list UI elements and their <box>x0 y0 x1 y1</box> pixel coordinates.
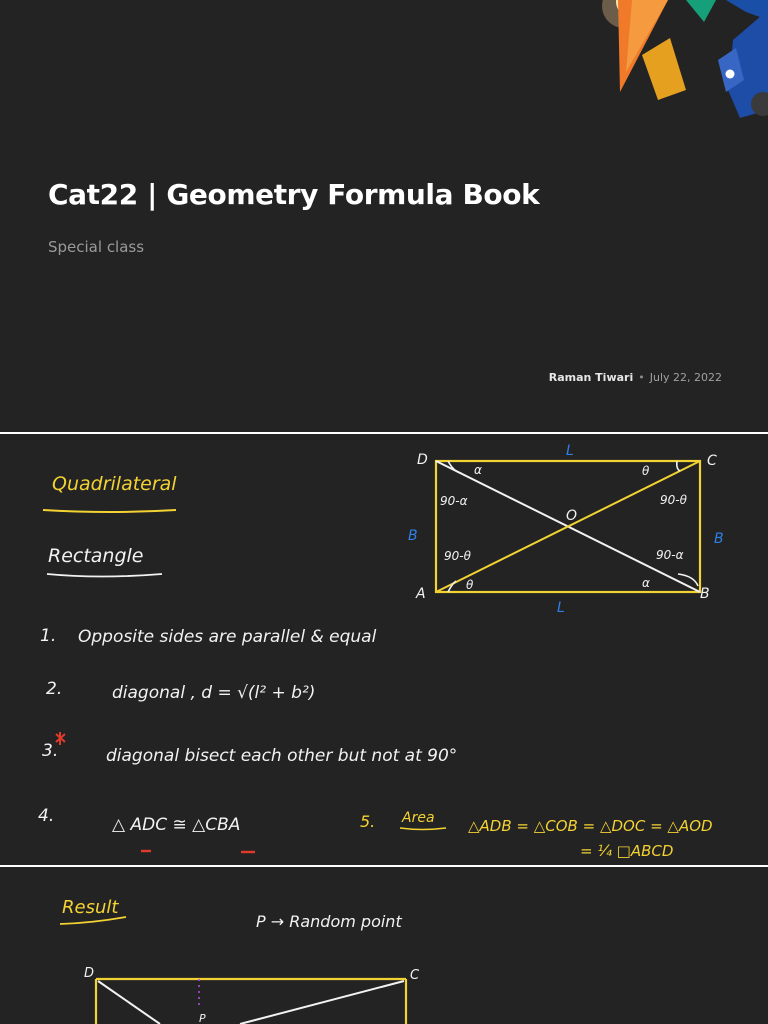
side-label-right: B <box>714 531 724 547</box>
point-1-text: Opposite sides are parallel & equal <box>78 627 377 647</box>
result-point-p: P <box>199 1012 206 1024</box>
stationery-decoration <box>568 0 768 130</box>
area-equation-line-2: = ¼ □ABCD <box>580 842 674 860</box>
angle-label-c-lower: 90-θ <box>660 493 687 507</box>
page-title: Cat22 | Geometry Formula Book <box>48 178 540 211</box>
point-2-text: diagonal , d = √(l² + b²) <box>112 683 316 703</box>
title-slide <box>0 0 768 432</box>
angle-label-d-lower: 90-α <box>440 494 468 508</box>
side-label-left: B <box>408 528 418 544</box>
result-vertex-c: C <box>410 968 420 983</box>
angle-label-b-upper: 90-α <box>656 548 684 562</box>
side-label-top: L <box>566 443 574 459</box>
page-subtitle: Special class <box>48 238 145 256</box>
point-4-text: △ ADC ≅ △CBA <box>112 815 241 835</box>
angle-label-b-corner: α <box>642 576 650 590</box>
area-label: Area <box>402 810 435 826</box>
vertex-label-a: A <box>416 586 426 602</box>
handwritten-result-notes <box>0 867 768 1024</box>
result-heading: Result <box>62 897 119 918</box>
angle-label-c-corner: θ <box>642 464 650 478</box>
angle-label-a-corner: θ <box>466 578 474 592</box>
notes-heading: Quadrilateral <box>52 473 177 495</box>
point-3-text: diagonal bisect each other but not at 90° <box>106 746 458 766</box>
area-underline <box>400 828 446 830</box>
side-label-bottom: L <box>557 600 565 616</box>
vertex-label-d: D <box>417 452 428 468</box>
heading-underline <box>43 510 176 512</box>
point-5-number: 5. <box>360 812 376 831</box>
separator-dot: • <box>638 371 645 384</box>
point-4-number: 4. <box>38 806 55 826</box>
subheading-underline <box>47 574 162 577</box>
notes-slide-result <box>0 867 768 1024</box>
notes-subheading: Rectangle <box>48 545 144 567</box>
point-2-number: 2. <box>46 679 63 699</box>
rectangle-figure <box>436 461 700 592</box>
result-vertex-d: D <box>84 966 95 981</box>
point-3-number: 3. <box>42 741 59 761</box>
result-underline <box>60 917 126 924</box>
angle-label-a-upper: 90-θ <box>444 549 471 563</box>
byline <box>549 371 722 384</box>
angle-arc-c <box>677 461 680 471</box>
center-label-o: O <box>566 508 578 524</box>
angle-arc-b <box>678 574 698 586</box>
result-line-d <box>98 981 160 1024</box>
publish-date: July 22, 2022 <box>649 371 722 384</box>
vertex-label-b: B <box>700 586 710 602</box>
result-line-c <box>240 981 404 1024</box>
notes-slide-rectangle <box>0 434 768 865</box>
point-1-number: 1. <box>40 626 57 646</box>
handwritten-notes <box>0 434 768 865</box>
angle-label-d-corner: α <box>474 463 482 477</box>
author-name: Raman Tiwari <box>548 371 634 384</box>
vertex-label-c: C <box>707 453 717 469</box>
result-note: P → Random point <box>256 912 402 931</box>
area-equation-line-1: △ADB = △COB = △DOC = △AOD <box>468 817 713 835</box>
